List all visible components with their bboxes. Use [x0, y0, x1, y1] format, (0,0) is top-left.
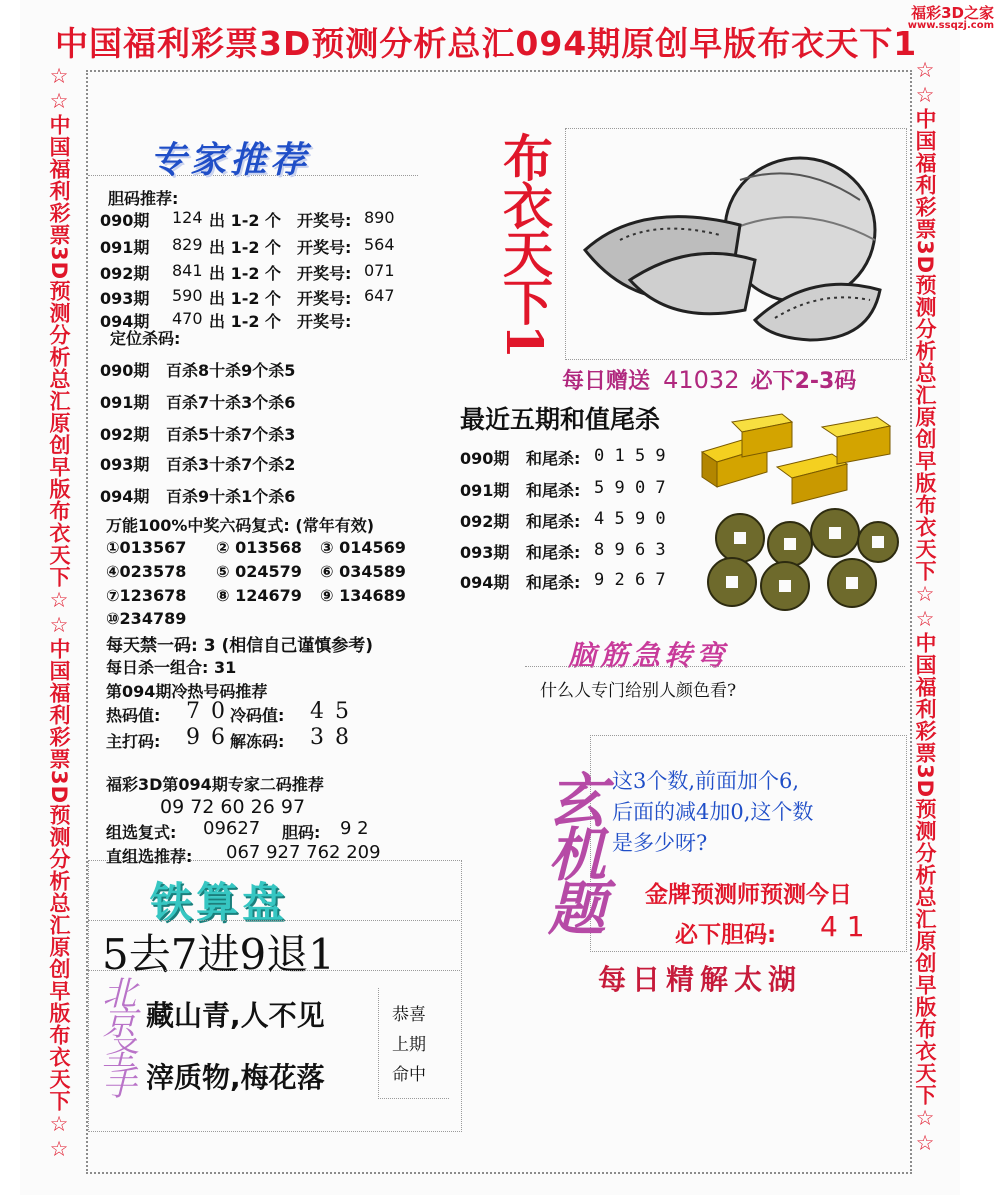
danma-draw: 890	[364, 208, 395, 227]
tiesuanpan-divider	[88, 920, 460, 921]
group-value: 09627	[203, 818, 261, 839]
melon-illustration	[580, 140, 890, 350]
gold-bars-illustration	[692, 412, 897, 512]
hezhi-value: 0 1 5 9	[594, 446, 666, 466]
danma-period: 090期	[100, 211, 150, 230]
danma-number: 470	[172, 309, 203, 328]
expert-title: 专家推荐	[150, 140, 311, 181]
dingwei-period: 093期	[100, 455, 150, 474]
danma-period: 092期	[100, 264, 150, 283]
gold-line2-label: 必下胆码:	[675, 922, 777, 948]
main-label: 主打码:	[106, 732, 161, 751]
gift-suffix: 必下2-3码	[750, 369, 857, 394]
danma-number: 841	[172, 261, 203, 280]
danma-draw: 647	[364, 286, 395, 305]
hezhi-value: 5 9 0 7	[594, 478, 666, 498]
tiesuanpan-divider2	[88, 970, 460, 971]
hezhi-label: 和尾杀:	[526, 573, 581, 592]
hezhi-value: 9 2 6 7	[594, 570, 666, 590]
congrats-2: 上期	[392, 1035, 426, 1055]
site-logo-name[interactable]: 福彩3D之家	[911, 4, 994, 22]
dingwei-text: 百杀5十杀7个杀3	[166, 425, 296, 444]
danma-period: 094期	[100, 312, 150, 331]
dingwei-label: 定位杀码:	[110, 329, 181, 348]
sixcode-title: 万能100%中奖六码复式: (常年有效)	[106, 516, 375, 535]
tiesuanpan-text: 5去7进9退1	[102, 930, 335, 979]
gift-code: 41032	[663, 366, 740, 394]
tiesuanpan-title: 铁算盘	[150, 878, 289, 927]
cold-value: 4 5	[310, 699, 351, 724]
coins-illustration	[700, 508, 900, 612]
danma-draw: 071	[364, 261, 395, 280]
sixcode-item: ⑥ 034589	[320, 562, 406, 581]
banner-title: 中国福利彩票3D预测分析总汇094期原创早版布衣天下1	[55, 24, 918, 63]
left-side-strip: ☆☆中国福利彩票3D预测分析总汇原创早版布衣天下☆☆中国福利彩票3D预测分析总汇原创早版布衣天下☆☆	[47, 64, 71, 1163]
danma-number: 829	[172, 235, 203, 254]
beijing-line1: 藏山青,人不见	[146, 999, 325, 1032]
daily-ban: 每天禁一码: 3 (相信自己谨慎参考)	[106, 636, 374, 656]
xuanji-line1: 这3个数,前面加个6,	[612, 769, 800, 793]
buyi-vertical-title: 布衣天下1	[495, 132, 554, 357]
thaw-label: 解冻码:	[230, 732, 285, 751]
dan-label: 胆码:	[282, 823, 321, 842]
sixcode-item: ⑧ 124679	[216, 586, 302, 605]
dingwei-text: 百杀7十杀3个杀6	[166, 393, 296, 412]
sixcode-item: ③ 014569	[320, 538, 406, 557]
gift-label: 每日赠送	[562, 369, 651, 394]
sixcode-item: ⑤ 024579	[216, 562, 302, 581]
danma-period: 091期	[100, 238, 150, 257]
xuanji-line2: 后面的减4加0,这个数	[612, 800, 814, 824]
danma-label: 胆码推荐:	[108, 189, 179, 208]
right-side-strip: ☆☆中国福利彩票3D预测分析总汇原创早版布衣天下☆☆中国福利彩票3D预测分析总汇原创早版布衣天下☆☆	[913, 58, 937, 1157]
hezhi-period: 093期	[460, 543, 510, 562]
danma-out: 出 1-2 个	[209, 211, 282, 230]
danma-number: 124	[172, 208, 203, 227]
dingwei-period: 092期	[100, 425, 150, 444]
daily-kill: 每日杀一组合: 31	[106, 658, 237, 677]
riddle-divider	[525, 666, 905, 667]
sixcode-item: ④023578	[106, 562, 187, 581]
gift-line	[562, 364, 856, 395]
hezhi-period: 091期	[460, 481, 510, 500]
danma-draw-label: 开奖号:	[297, 289, 352, 308]
dingwei-period: 090期	[100, 361, 150, 380]
hezhi-label: 和尾杀:	[526, 512, 581, 531]
hezhi-label: 和尾杀:	[526, 481, 581, 500]
hotcold-title: 第094期冷热号码推荐	[106, 682, 268, 701]
sixcode-item: ⑩234789	[106, 609, 187, 628]
sixcode-item: ①013567	[106, 538, 187, 557]
sixcode-item: ⑨ 134689	[320, 586, 406, 605]
xuanji-vertical: 玄机题	[538, 770, 606, 932]
hezhi-value: 4 5 9 0	[594, 509, 666, 529]
danma-draw-label: 开奖号:	[297, 238, 352, 257]
taihu-title: 每日精解太湖	[598, 963, 803, 996]
hezhi-period: 094期	[460, 573, 510, 592]
thaw-value: 3 8	[310, 725, 351, 750]
riddle-question: 什么人专门给别人颜色看?	[540, 681, 737, 701]
hezhi-value: 8 9 6 3	[594, 540, 666, 560]
hezhi-period: 090期	[460, 449, 510, 468]
hezhi-label: 和尾杀:	[526, 449, 581, 468]
cold-label: 冷码值:	[230, 706, 285, 725]
dingwei-period: 091期	[100, 393, 150, 412]
twocode-title: 福彩3D第094期专家二码推荐	[106, 775, 324, 794]
sixcode-item: ⑦123678	[106, 586, 187, 605]
hot-label: 热码值:	[106, 706, 161, 725]
group-label: 组选复式:	[106, 823, 177, 842]
direct-label: 直组选推荐:	[106, 847, 193, 866]
beijing-vertical: 北京圣手	[96, 975, 136, 1095]
danma-draw-label: 开奖号:	[297, 312, 352, 331]
hezhi-label: 和尾杀:	[526, 543, 581, 562]
twocode-values: 09 72 60 26 97	[160, 796, 306, 818]
dingwei-text: 百杀3十杀7个杀2	[166, 455, 296, 474]
danma-period: 093期	[100, 289, 150, 308]
gold-line2-value: 4 1	[820, 910, 865, 943]
danma-draw: 564	[364, 235, 395, 254]
danma-out: 出 1-2 个	[209, 289, 282, 308]
beijing-line2: 滓质物,梅花落	[146, 1061, 325, 1094]
dingwei-text: 百杀9十杀1个杀6	[166, 487, 296, 506]
dingwei-text: 百杀8十杀9个杀5	[166, 361, 296, 380]
congrats-3: 命中	[392, 1065, 426, 1085]
sixcode-item: ② 013568	[216, 538, 302, 557]
danma-out: 出 1-2 个	[209, 312, 282, 331]
danma-draw-label: 开奖号:	[297, 211, 352, 230]
hot-value: 7 0	[186, 699, 227, 724]
dan-value: 9 2	[340, 818, 369, 839]
danma-out: 出 1-2 个	[209, 238, 282, 257]
site-logo-url[interactable]: www.ssqzj.com	[907, 20, 994, 31]
danma-out: 出 1-2 个	[209, 264, 282, 283]
hezhi-period: 092期	[460, 512, 510, 531]
main-value: 9 6	[186, 725, 227, 750]
direct-value: 067 927 762 209	[226, 842, 381, 863]
xuanji-line3: 是多少呀?	[612, 831, 708, 855]
danma-number: 590	[172, 286, 203, 305]
gold-line1: 金牌预测师预测今日	[645, 882, 852, 908]
danma-draw-label: 开奖号:	[297, 264, 352, 283]
riddle-title: 脑筋急转弯	[568, 639, 729, 672]
dingwei-period: 094期	[100, 487, 150, 506]
congrats-1: 恭喜	[392, 1005, 426, 1025]
hezhi-title: 最近五期和值尾杀	[460, 405, 661, 434]
